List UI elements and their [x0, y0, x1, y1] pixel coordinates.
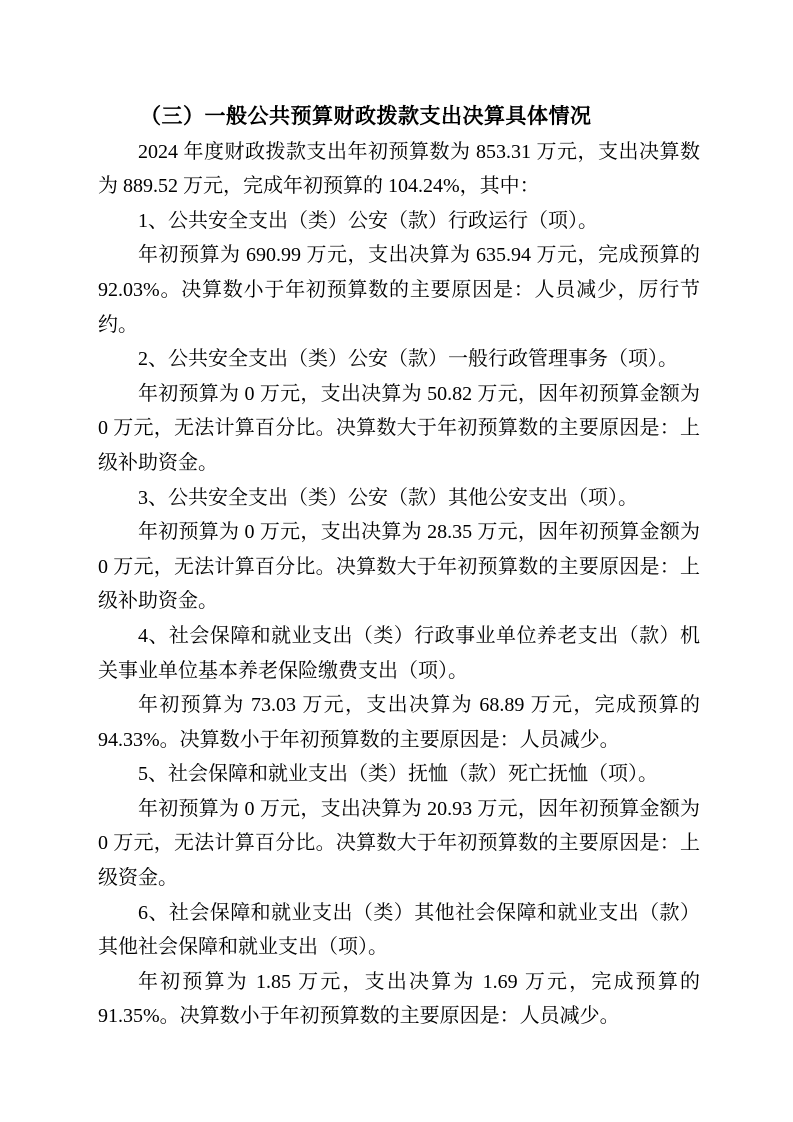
paragraph-item-3-title: 3、公共安全支出（类）公安（款）其他公安支出（项）。: [138, 486, 638, 509]
paragraph-item-1-title: 1、公共安全支出（类）公安（款）行政运行（项）。: [138, 209, 598, 232]
paragraph-item-4-detail: 年初预算为 73.03 万元，支出决算为 68.89 万元，完成预算的 94.33%。决算数小于年初预算数的主要原因是：人员减少。: [98, 694, 700, 751]
paragraph-item-5-detail: 年初预算为 0 万元，支出决算为 20.93 万元，因年初预算金额为 0 万元，无法计算百分比。决算数大于年初预算数的主要原因是：上级资金。: [98, 797, 700, 890]
paragraph-item-2-detail: 年初预算为 0 万元，支出决算为 50.82 万元，因年初预算金额为 0 万元，无法计算百分比。决算数大于年初预算数的主要原因是：上级补助资金。: [98, 382, 700, 474]
paragraph-intro: 2024 年度财政拨款支出年初预算数为 853.31 万元，支出决算数为 889.52 万元，完成年初预算的 104.24%，其中：: [98, 140, 700, 198]
paragraph-item-1-detail: 年初预算为 690.99 万元，支出决算为 635.94 万元，完成预算的 92.03%。决算数小于年初预算数的主要原因是：人员减少，厉行节约。: [98, 244, 700, 336]
paragraph-item-5-title: 5、社会保障和就业支出（类）抚恤（款）死亡抚恤（项）。: [138, 763, 658, 786]
paragraph-item-3-detail: 年初预算为 0 万元，支出决算为 28.35 万元，因年初预算金额为 0 万元，无法计算百分比。决算数大于年初预算数的主要原因是：上级补助资金。: [98, 521, 700, 613]
section-heading: （三）一般公共预算财政拨款支出决算具体情况: [140, 105, 592, 128]
paragraph-item-2-title: 2、公共安全支出（类）公安（款）一般行政管理事务（项）。: [138, 348, 678, 371]
paragraph-item-6-detail: 年初预算为 1.85 万元，支出决算为 1.69 万元，完成预算的 91.35%。决算数小于年初预算数的主要原因是：人员减少。: [98, 970, 700, 1028]
paragraph-item-6-title: 6、社会保障和就业支出（类）其他社会保障和就业支出（款）其他社会保障和就业支出（项）。: [98, 901, 700, 959]
paragraph-item-4-title: 4、社会保障和就业支出（类）行政事业单位养老支出（款）机关事业单位基本养老保险缴费支出（项）。: [98, 624, 700, 682]
